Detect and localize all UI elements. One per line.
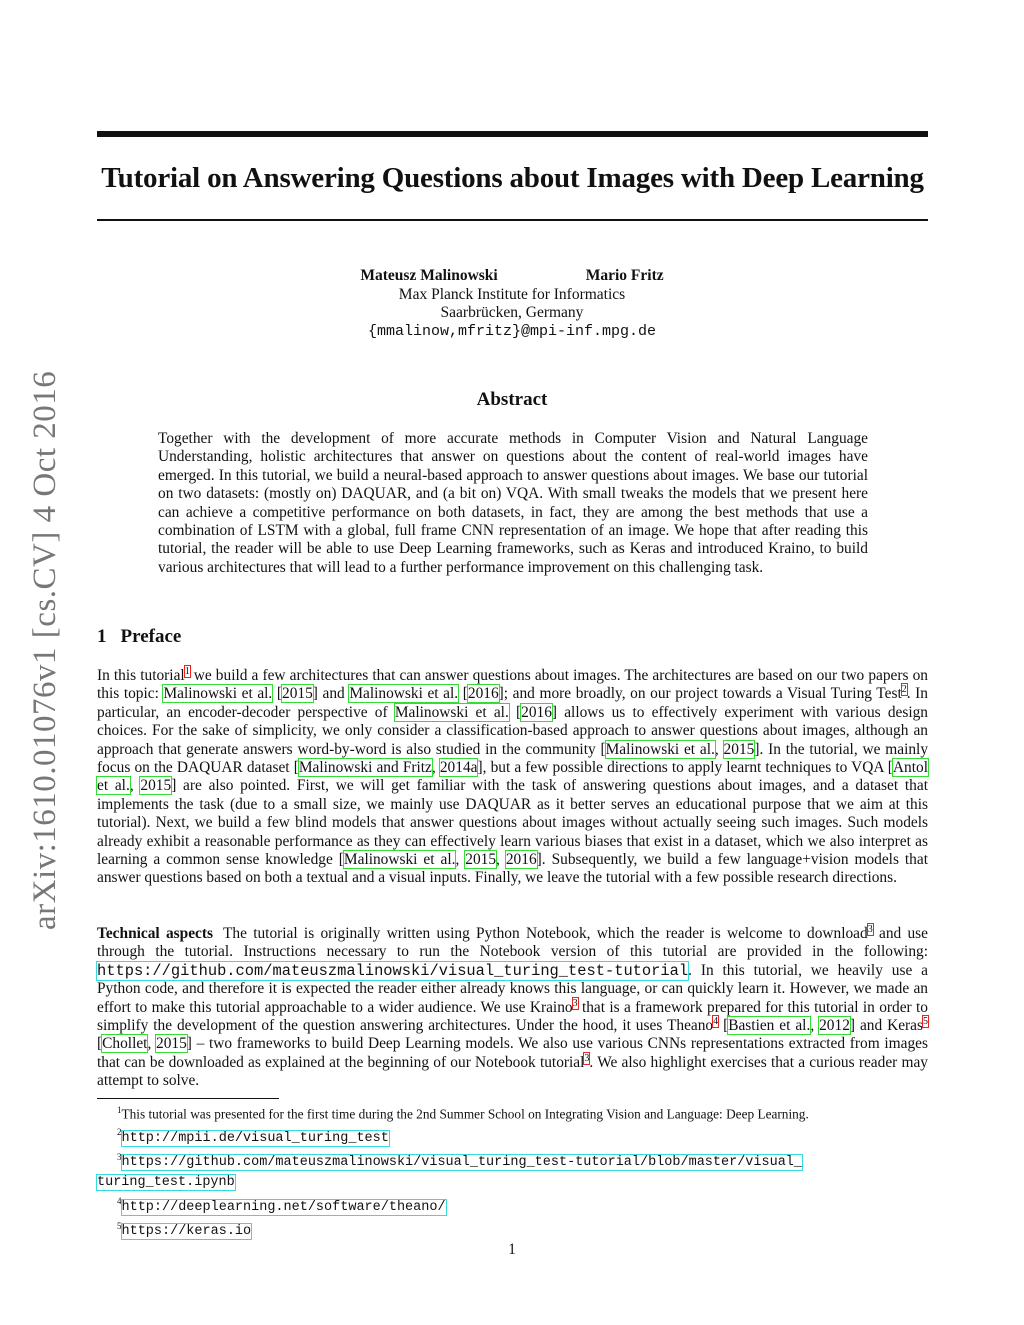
section-number: 1 (97, 626, 107, 647)
text-run: , (431, 759, 440, 777)
text-run: [ (718, 1017, 729, 1035)
abstract-text: Together with the development of more accurate methods in Computer Vision and Natural Language Understanding, holistic architectures that answer on questions about the content of real-world images have emerged. In this tutorial, we build a neural-based approach to answer questions about images. We base our tutorial on two datasets: (mostly on) DAQUAR, and (a bit on) VQA. With small tweaks the models that we present here can achieve a competitive performance on both datasets, in fact, they are among the best methods that use a combination of LSTM with a global, full frame CNN representation of an image. We hope that after reading this tutorial, the reader will be able to use Deep Learning frameworks, such as Keras and introduced Kraino, to build various architectures that will lead to a further performance improvement on this challenging task. (158, 430, 868, 576)
footnote-ref-5[interactable]: 5 (923, 1015, 929, 1027)
footnote-text: This tutorial was presented for the first time during the 2nd Summer School on Integrating Vision and Language: Deep Learning. (121, 1106, 809, 1122)
technical-aspects-paragraph (97, 925, 928, 1091)
text-run: . In this tutorial, we heavily use a Python code, and therefore it is expected the reader either already knows this language, or can quickly learn it. However, we made an effort to make this tutorial approachable to a wider audience. We use Kraino (97, 961, 928, 1016)
affiliation: Max Planck Institute for Informatics (398, 285, 626, 303)
footnote-url[interactable]: https://keras.io (121, 1224, 252, 1240)
footnote-ref-1[interactable]: 1 (184, 665, 190, 677)
citation-link[interactable]: Malinowski and Fritz (298, 759, 432, 777)
citation-link[interactable]: Antol et al. (97, 759, 928, 795)
citation-link[interactable]: 2012 (819, 1017, 850, 1035)
text-run: [ (458, 685, 468, 703)
citation-link[interactable]: Malinowski et al. (163, 685, 273, 703)
section-heading (97, 626, 181, 648)
text-run: , (455, 851, 466, 869)
footnote-3 (97, 1148, 928, 1172)
citation-link[interactable]: Malinowski et al. (605, 740, 715, 758)
footnote-ref-3[interactable]: 3 (584, 1052, 590, 1064)
url-link[interactable]: https://github.com/mateuszmalinowski/visual_turing_test-tutorial (97, 961, 689, 980)
author-name: Mario Fritz (585, 267, 664, 284)
text-run: , (147, 1035, 157, 1053)
footnote-3-continued (97, 1172, 928, 1192)
footnote-rule (97, 1098, 279, 1099)
citation-link[interactable]: Chollet (102, 1035, 148, 1053)
text-run: ]. Subsequently, we build a few language+vision models that answer questions based on both a textual and a visual inputs. Finally, we leave the tutorial with a few possible research directions. (97, 851, 928, 887)
title-top-rule (97, 131, 928, 137)
citation-link[interactable]: Malinowski et al. (349, 685, 459, 703)
text-run: [ (97, 1035, 103, 1053)
author-email: {mmalinow,mfritz}@mpi-inf.mpg.de (367, 322, 657, 340)
text-run: [ (272, 685, 283, 703)
arxiv-stamp: arXiv:1610.01076v1 [cs.CV] 4 Oct 2016 (27, 370, 63, 930)
text-run: ] and (312, 685, 350, 703)
footnote-ref-4[interactable]: 4 (713, 1015, 719, 1027)
text-run: ]. In the tutorial, we mainly focus on the DAQUAR dataset [ (97, 740, 929, 777)
text-run: , (129, 777, 141, 795)
preface-paragraph (97, 667, 928, 888)
footnote-2 (97, 1123, 928, 1147)
citation-link[interactable]: 2016 (467, 685, 499, 703)
text-run: In this tutorial (97, 667, 185, 684)
citation-link[interactable]: Malinowski et al. (343, 851, 456, 869)
text-run: ] allows us to effectively experiment with various design choices. For the sake of simplicity, we only consider a classification-based approach to answer questions about images, although an approach that generate answers word-by-word is also studied in the community [ (97, 703, 928, 758)
citation-link[interactable]: 2016 (505, 851, 537, 869)
footnote-number: 4 (117, 1196, 122, 1207)
footnote-number: 5 (117, 1220, 122, 1231)
citation-link[interactable]: 2015 (723, 740, 755, 758)
text-run: . We also highlight exercises that a curious reader may attempt to solve. (97, 1053, 928, 1090)
citation-link[interactable]: Bastien et al. (728, 1017, 811, 1035)
footnote-4 (97, 1192, 928, 1216)
footnote-ref-3[interactable]: 3 (867, 923, 873, 935)
run-in-heading: Technical aspects (97, 925, 214, 942)
text-run: ], but a few possible directions to apply learnt techniques to VQA [ (477, 759, 893, 777)
citation-link[interactable]: 2015 (282, 685, 313, 703)
paper-title: Tutorial on Answering Questions about Images with Deep Learning (101, 162, 924, 194)
text-run: and use through the tutorial. Instructions necessary to run the Notebook version of this tutorial are provided in the following: (97, 925, 928, 961)
text-run: that is a framework prepared for this tutorial in order to simplify the development of the question answering architectures. Under the hood, it uses Theano (97, 998, 928, 1035)
text-run: we build a few architectures that can answer questions about images. The architectures are based on our two papers on this topic: (97, 667, 928, 703)
abstract-heading: Abstract (476, 389, 548, 410)
page-number: 1 (508, 1241, 516, 1258)
text-run: [ (508, 703, 522, 721)
citation-link[interactable]: Malinowski et al. (394, 703, 509, 721)
footnote-number: 3 (117, 1151, 122, 1162)
text-run: The tutorial is originally written using Python Notebook, which the reader is welcome to download (223, 925, 868, 942)
footnotes (97, 1101, 928, 1241)
footnote-url[interactable]: https://github.com/mateuszmalinowski/visual_turing_test-tutorial/blob/master/visual_ (121, 1155, 803, 1171)
footnote-url[interactable]: http://deeplearning.net/software/theano/ (121, 1199, 446, 1215)
text-run: . In particular, an encoder-decoder perspective of (97, 685, 928, 721)
author-names (0, 267, 1024, 286)
citation-link[interactable]: 2015 (140, 777, 172, 795)
footnote-5 (97, 1217, 928, 1241)
footnote-url[interactable]: http://mpii.de/visual_turing_test (121, 1130, 389, 1146)
text-run: ]; and more broadly, on our project towards a Visual Turing Test (498, 685, 902, 703)
text-run: , (810, 1017, 820, 1035)
section-title: Preface (120, 626, 182, 647)
author-block (0, 267, 1024, 341)
title-bottom-rule (97, 219, 928, 221)
footnote-number: 1 (117, 1105, 122, 1115)
footnote-number: 2 (117, 1127, 122, 1138)
text-run: ] and Keras (849, 1017, 924, 1035)
text-run: ] – two frameworks to build Deep Learning models. We also use various CNNs representations extracted from images that can be downloaded as explained at the beginning of our Notebook tutorial (97, 1035, 928, 1071)
citation-link[interactable]: 2015 (156, 1035, 187, 1053)
footnote-ref-3[interactable]: 3 (572, 997, 578, 1009)
text-run: ] are also pointed. First, we will get familiar with the task of answering questions about images, and a dataset that implements the task (due to a small size, we mainly use DAQUAR as it better serves an educational purpose that we aim at this tutorial). Next, we build a few blind models that answer questions about images without actually seeing such images. Such models already exhibit a reasonable performance as they can effectively learn various biases that exist in a dataset, which we also interpret as learning a common sense knowledge [ (97, 777, 928, 869)
footnote-url[interactable]: turing_test.ipynb (97, 1175, 235, 1191)
text-run: , (714, 740, 724, 758)
citation-link[interactable]: 2015 (465, 851, 497, 869)
footnote-ref-2[interactable]: 2 (901, 684, 907, 696)
citation-link[interactable]: 2014a (439, 759, 478, 777)
citation-link[interactable]: 2016 (521, 703, 552, 721)
location: Saarbrücken, Germany (440, 304, 584, 321)
author-name: Mateusz Malinowski (360, 267, 498, 284)
text-run: , (496, 851, 506, 869)
footnote-1 (97, 1101, 928, 1123)
